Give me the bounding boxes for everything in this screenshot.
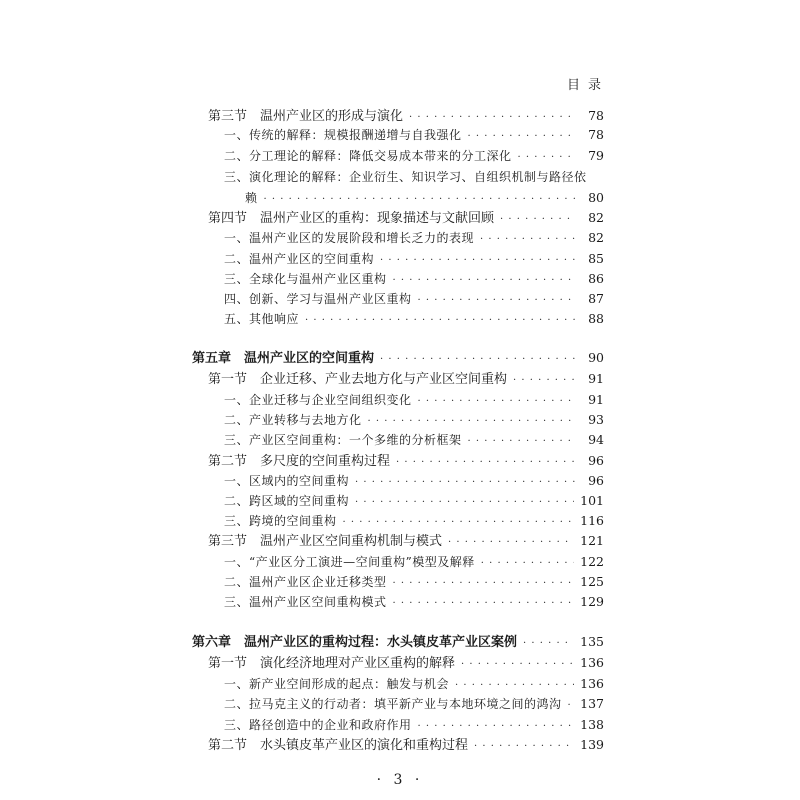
toc-entry-label: 三、演化理论的解释：企业衍生、知识学习、自组织机制与路径依 bbox=[224, 170, 587, 184]
leader-dots bbox=[468, 432, 576, 452]
toc-entry-label: 二、温州产业区的空间重构 bbox=[224, 252, 375, 266]
toc-entry-page: 85 bbox=[588, 251, 604, 266]
toc-entry-label: 一、温州产业区的发展阶段和增长乏力的表现 bbox=[224, 231, 475, 245]
toc-entry-page: 136 bbox=[580, 676, 604, 691]
toc-entry[interactable] bbox=[245, 188, 604, 208]
toc-entry[interactable] bbox=[224, 249, 604, 269]
toc-entry-label: 二、跨区域的空间重构 bbox=[224, 494, 350, 508]
leader-dots bbox=[523, 634, 574, 654]
toc-entry-label: 二、拉马克主义的行动者：填平新产业与本地环境之间的鸿沟 bbox=[224, 697, 562, 711]
leader-dots bbox=[455, 676, 574, 696]
toc-entry[interactable] bbox=[224, 552, 604, 572]
leader-dots bbox=[500, 210, 576, 230]
leader-dots bbox=[468, 127, 576, 147]
toc-entry[interactable] bbox=[208, 106, 604, 126]
toc-entry-label: 赖 bbox=[245, 191, 258, 205]
toc-entry[interactable] bbox=[224, 167, 604, 187]
toc-entry-page: 96 bbox=[588, 473, 604, 488]
toc-entry-page: 129 bbox=[580, 594, 604, 609]
toc-entry-label: 四、创新、学习与温州产业区重构 bbox=[224, 292, 412, 306]
toc-entry-page: 139 bbox=[580, 737, 604, 752]
toc-entry[interactable] bbox=[208, 451, 604, 471]
toc-entry[interactable] bbox=[224, 390, 604, 410]
page-number: · 3 · bbox=[376, 772, 424, 788]
toc-entry[interactable] bbox=[208, 531, 604, 551]
toc-entry[interactable] bbox=[224, 694, 604, 714]
toc-entry-label: 第三节 温州产业区空间重构机制与模式 bbox=[208, 534, 443, 549]
leader-dots bbox=[396, 453, 576, 473]
toc-entry[interactable] bbox=[224, 592, 604, 612]
toc-entry-page: 101 bbox=[580, 493, 604, 508]
leader-dots bbox=[380, 251, 576, 271]
toc-entry-page: 80 bbox=[588, 190, 604, 205]
leader-dots bbox=[343, 513, 575, 533]
toc-entry-page: 78 bbox=[588, 127, 604, 142]
leader-dots bbox=[480, 230, 576, 250]
toc-entry-page: 86 bbox=[588, 271, 604, 286]
toc-entry-page: 122 bbox=[580, 554, 604, 569]
toc-entry[interactable] bbox=[224, 471, 604, 491]
toc-entry[interactable] bbox=[224, 146, 604, 166]
toc-entry-label: 三、全球化与温州产业区重构 bbox=[224, 272, 387, 286]
leader-dots bbox=[393, 271, 576, 291]
toc-entry-page: 125 bbox=[580, 574, 604, 589]
toc-entry[interactable] bbox=[224, 674, 604, 694]
toc-entry-page: 93 bbox=[588, 412, 604, 427]
toc-entry-page: 82 bbox=[588, 230, 604, 245]
toc-entry-label: 第一节 演化经济地理对产业区重构的解释 bbox=[208, 656, 456, 671]
toc-entry-label: 第一节 企业迁移、产业去地方化与产业区空间重构 bbox=[208, 372, 508, 387]
leader-dots bbox=[418, 291, 576, 311]
leader-dots bbox=[518, 148, 576, 168]
toc-entry-page: 136 bbox=[580, 655, 604, 670]
toc-entry-page: 121 bbox=[580, 533, 604, 548]
leader-dots bbox=[418, 717, 575, 737]
toc-entry-label: 第二节 多尺度的空间重构过程 bbox=[208, 454, 391, 469]
toc-entry[interactable] bbox=[208, 369, 604, 389]
toc-entry-page: 94 bbox=[588, 432, 604, 447]
toc-entry[interactable] bbox=[224, 269, 604, 289]
running-header: 目录 bbox=[567, 78, 610, 93]
toc-entry[interactable] bbox=[224, 430, 604, 450]
toc-entry-label: 二、分工理论的解释：降低交易成本带来的分工深化 bbox=[224, 149, 512, 163]
leader-dots bbox=[393, 574, 575, 594]
leader-dots bbox=[393, 594, 575, 614]
toc-entry-page: 135 bbox=[580, 634, 604, 649]
leader-dots bbox=[355, 493, 574, 513]
toc-entry[interactable] bbox=[224, 410, 604, 430]
toc-entry-label: 第六章 温州产业区的重构过程：水头镇皮革产业区案例 bbox=[192, 635, 518, 650]
toc-entry-label: 一、“产业区分工演进—空间重构”模型及解释 bbox=[224, 555, 475, 569]
toc-entry-label: 三、跨境的空间重构 bbox=[224, 514, 337, 528]
toc-entry-label: 一、传统的解释：规模报酬递增与自我强化 bbox=[224, 128, 462, 142]
toc-entry-page: 82 bbox=[588, 210, 604, 225]
leader-dots bbox=[513, 371, 576, 391]
toc-entry-page: 138 bbox=[580, 717, 604, 732]
toc-entry-page: 96 bbox=[588, 453, 604, 468]
leader-dots bbox=[368, 412, 576, 432]
toc-entry-page: 137 bbox=[580, 696, 604, 711]
toc-entry-label: 三、温州产业区空间重构模式 bbox=[224, 595, 387, 609]
toc-entry[interactable] bbox=[224, 715, 604, 735]
toc-entry[interactable] bbox=[224, 125, 604, 145]
toc-entry-page: 91 bbox=[588, 371, 604, 386]
toc-entry[interactable] bbox=[224, 309, 604, 329]
leader-dots bbox=[474, 737, 574, 757]
toc-entry[interactable] bbox=[224, 289, 604, 309]
toc-entry[interactable] bbox=[208, 208, 604, 228]
toc-entry-label: 二、温州产业区企业迁移类型 bbox=[224, 575, 387, 589]
leader-dots bbox=[481, 554, 574, 574]
leader-dots bbox=[380, 350, 576, 370]
toc-entry-page: 116 bbox=[580, 513, 604, 528]
toc-entry-label: 一、新产业空间形成的起点：触发与机会 bbox=[224, 677, 450, 691]
toc-entry-label: 第二节 水头镇皮革产业区的演化和重构过程 bbox=[208, 738, 469, 753]
toc-entry-page: 78 bbox=[588, 108, 604, 123]
toc-entry-label: 五、其他响应 bbox=[224, 312, 300, 326]
leader-dots bbox=[448, 533, 574, 553]
toc-entry-label: 一、区域内的空间重构 bbox=[224, 474, 350, 488]
toc-entry-page: 90 bbox=[588, 350, 604, 365]
leader-dots bbox=[418, 392, 576, 412]
toc-entry[interactable] bbox=[224, 228, 604, 248]
toc-entry-label: 第四节 温州产业区的重构：现象描述与文献回顾 bbox=[208, 211, 495, 226]
toc-entry-label: 第三节 温州产业区的形成与演化 bbox=[208, 109, 404, 124]
toc-entry[interactable] bbox=[224, 511, 604, 531]
toc-chapter[interactable] bbox=[192, 348, 604, 368]
toc-entry-page: 91 bbox=[588, 392, 604, 407]
leader-dots bbox=[568, 696, 575, 716]
leader-dots bbox=[305, 311, 576, 331]
toc-entry-page: 87 bbox=[588, 291, 604, 306]
toc-entry-label: 二、产业转移与去地方化 bbox=[224, 413, 362, 427]
toc-entry-label: 三、产业区空间重构：一个多维的分析框架 bbox=[224, 433, 462, 447]
toc-entry-page: 88 bbox=[588, 311, 604, 326]
toc-entry[interactable] bbox=[224, 491, 604, 511]
toc-entry-label: 第五章 温州产业区的空间重构 bbox=[192, 351, 375, 366]
leader-dots bbox=[461, 655, 574, 675]
toc-chapter[interactable] bbox=[192, 632, 604, 652]
toc-entry-label: 三、路径创造中的企业和政府作用 bbox=[224, 718, 412, 732]
toc-entry-page: 79 bbox=[588, 148, 604, 163]
leader-dots bbox=[355, 473, 576, 493]
toc-entry[interactable] bbox=[208, 735, 604, 755]
toc-entry-label: 一、企业迁移与企业空间组织变化 bbox=[224, 393, 412, 407]
toc-entry[interactable] bbox=[208, 653, 604, 673]
toc-entry[interactable] bbox=[224, 572, 604, 592]
leader-dots bbox=[264, 190, 576, 210]
